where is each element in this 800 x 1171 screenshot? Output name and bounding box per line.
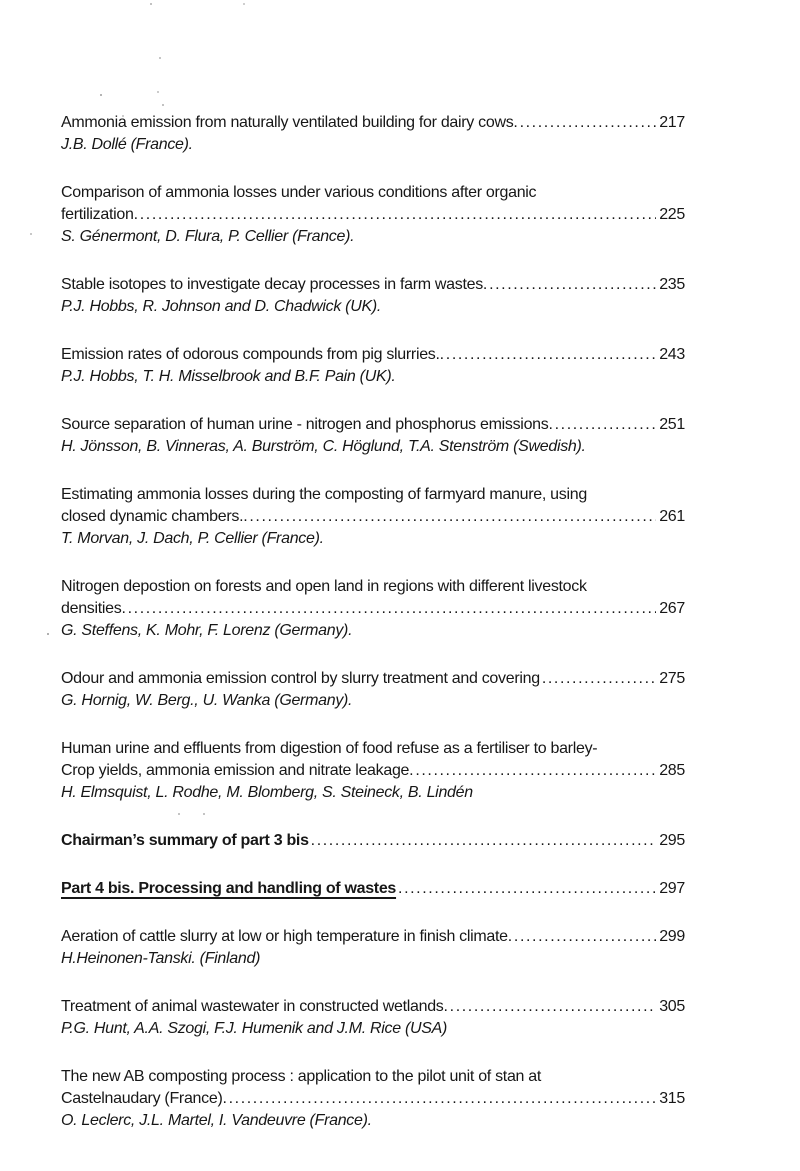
page-number: 261	[659, 508, 685, 525]
page-number: 217	[659, 114, 685, 131]
toc-entry-leader-line	[61, 506, 685, 528]
page-number: 315	[659, 1090, 685, 1107]
toc-entry-leader-line	[61, 598, 685, 620]
toc-entry	[61, 274, 685, 318]
toc-entry	[61, 878, 685, 900]
page-number: 305	[659, 998, 685, 1015]
toc-entry-authors: H. Jönsson, B. Vinneras, A. Burström, C. Höglund, T.A. Stenström (Swedish).	[61, 438, 586, 455]
toc-entry-leader-line	[61, 926, 685, 948]
dot-leader	[520, 112, 657, 134]
dot-leader	[140, 204, 656, 226]
toc-entry	[61, 484, 685, 550]
toc-entry-authors: P.J. Hobbs, T. H. Misselbrook and B.F. Pain (UK).	[61, 368, 396, 385]
toc-entry-title: Odour and ammonia emission control by slurry treatment and covering	[61, 670, 540, 687]
toc-entry-leader-line	[61, 830, 685, 852]
page-number: 295	[659, 832, 685, 849]
toc-entry	[61, 738, 685, 804]
dot-leader	[128, 598, 657, 620]
dot-leader	[311, 830, 657, 852]
toc-entry-authors: H.Heinonen-Tanski. (Finland)	[61, 950, 261, 967]
toc-entry-title: densities.	[61, 600, 126, 617]
toc-entry-authors: G. Hornig, W. Berg., U. Wanka (Germany).	[61, 692, 353, 709]
toc-entry-leader-line	[61, 204, 685, 226]
toc-entry-leader-line	[61, 112, 685, 134]
page-number: 299	[659, 928, 685, 945]
dot-leader	[415, 760, 656, 782]
toc-entry-leader-line	[61, 414, 685, 436]
toc-entry-title-line: Estimating ammonia losses during the composting of farmyard manure, using	[61, 486, 587, 503]
toc-entry	[61, 344, 685, 388]
toc-entry-title: Aeration of cattle slurry at low or high temperature in finish climate.	[61, 928, 512, 945]
toc-entry-leader-line	[61, 760, 685, 782]
toc-entry-title: Stable isotopes to investigate decay processes in farm wastes.	[61, 276, 488, 293]
toc-entry-title: fertilization.	[61, 206, 138, 223]
dot-leader	[398, 878, 656, 900]
toc-entries	[61, 112, 685, 1158]
toc-entry-authors: T. Morvan, J. Dach, P. Cellier (France).	[61, 530, 324, 547]
toc-entry-authors: G. Steffens, K. Mohr, F. Lorenz (Germany).	[61, 622, 353, 639]
toc-entry-leader-line	[61, 996, 685, 1018]
toc-entry-title-line: The new AB composting process : application to the pilot unit of stan at	[61, 1068, 542, 1085]
page-number: 275	[659, 670, 685, 687]
toc-entry-authors: J.B. Dollé (France).	[61, 136, 193, 153]
toc-entry-title-line: Human urine and effluents from digestion of food refuse as a fertiliser to barley-	[61, 740, 598, 757]
toc-entry-title: Castelnaudary (France).	[61, 1090, 227, 1107]
toc-entry-leader-line	[61, 668, 685, 690]
toc-entry	[61, 926, 685, 970]
toc-entry-leader-line	[61, 878, 685, 900]
toc-entry-title: Crop yields, ammonia emission and nitrate leakage.	[61, 762, 414, 779]
dot-leader	[489, 274, 656, 296]
toc-entry-authors: H. Elmsquist, L. Rodhe, M. Blomberg, S. Steineck, B. Lindén	[61, 784, 473, 801]
toc-entry-leader-line	[61, 1088, 685, 1110]
toc-entry-title: Treatment of animal wastewater in constructed wetlands.	[61, 998, 448, 1015]
toc-entry-authors: P.J. Hobbs, R. Johnson and D. Chadwick (UK).	[61, 298, 381, 315]
dot-leader	[446, 344, 656, 366]
page-number: 225	[659, 206, 685, 223]
page-number: 285	[659, 762, 685, 779]
toc-entry-authors: O. Leclerc, J.L. Martel, I. Vandeuvre (France).	[61, 1112, 372, 1129]
toc-entry-title: Part 4 bis. Processing and handling of wastes	[61, 880, 397, 897]
dot-leader	[542, 668, 656, 690]
page-number: 297	[659, 880, 685, 897]
dot-leader	[514, 926, 656, 948]
toc-entry-authors: S. Génermont, D. Flura, P. Cellier (France).	[61, 228, 355, 245]
toc-entry	[61, 1066, 685, 1132]
toc-entry-leader-line	[61, 274, 685, 296]
toc-entry-title: Chairman’s summary of part 3 bis	[61, 832, 309, 849]
toc-entry	[61, 668, 685, 712]
toc-entry	[61, 414, 685, 458]
scan-specks	[0, 0, 2, 2]
toc-entry-authors: P.G. Hunt, A.A. Szogi, F.J. Humenik and J.M. Rice (USA)	[61, 1020, 448, 1037]
dot-leader	[450, 996, 657, 1018]
page-number: 243	[659, 346, 685, 363]
page-number: 267	[659, 600, 685, 617]
toc-entry-title: Ammonia emission from naturally ventilated building for dairy cows.	[61, 114, 518, 131]
toc-entry-title: Source separation of human urine - nitrogen and phosphorus emissions.	[61, 416, 553, 433]
toc-entry-title-line: Comparison of ammonia losses under various conditions after organic	[61, 184, 537, 201]
toc-entry	[61, 112, 685, 156]
dot-leader	[555, 414, 657, 436]
toc-entry-title: closed dynamic chambers..	[61, 508, 248, 525]
toc-entry	[61, 830, 685, 852]
toc-entry-title-line: Nitrogen depostion on forests and open land in regions with different livestock	[61, 578, 587, 595]
dot-leader	[249, 506, 656, 528]
dot-leader	[229, 1088, 657, 1110]
page-number: 251	[659, 416, 685, 433]
page-number: 235	[659, 276, 685, 293]
toc-entry-leader-line	[61, 344, 685, 366]
toc-entry	[61, 576, 685, 642]
toc-entry-title: Emission rates of odorous compounds from pig slurries..	[61, 346, 444, 363]
toc-entry	[61, 996, 685, 1040]
toc-entry	[61, 182, 685, 248]
